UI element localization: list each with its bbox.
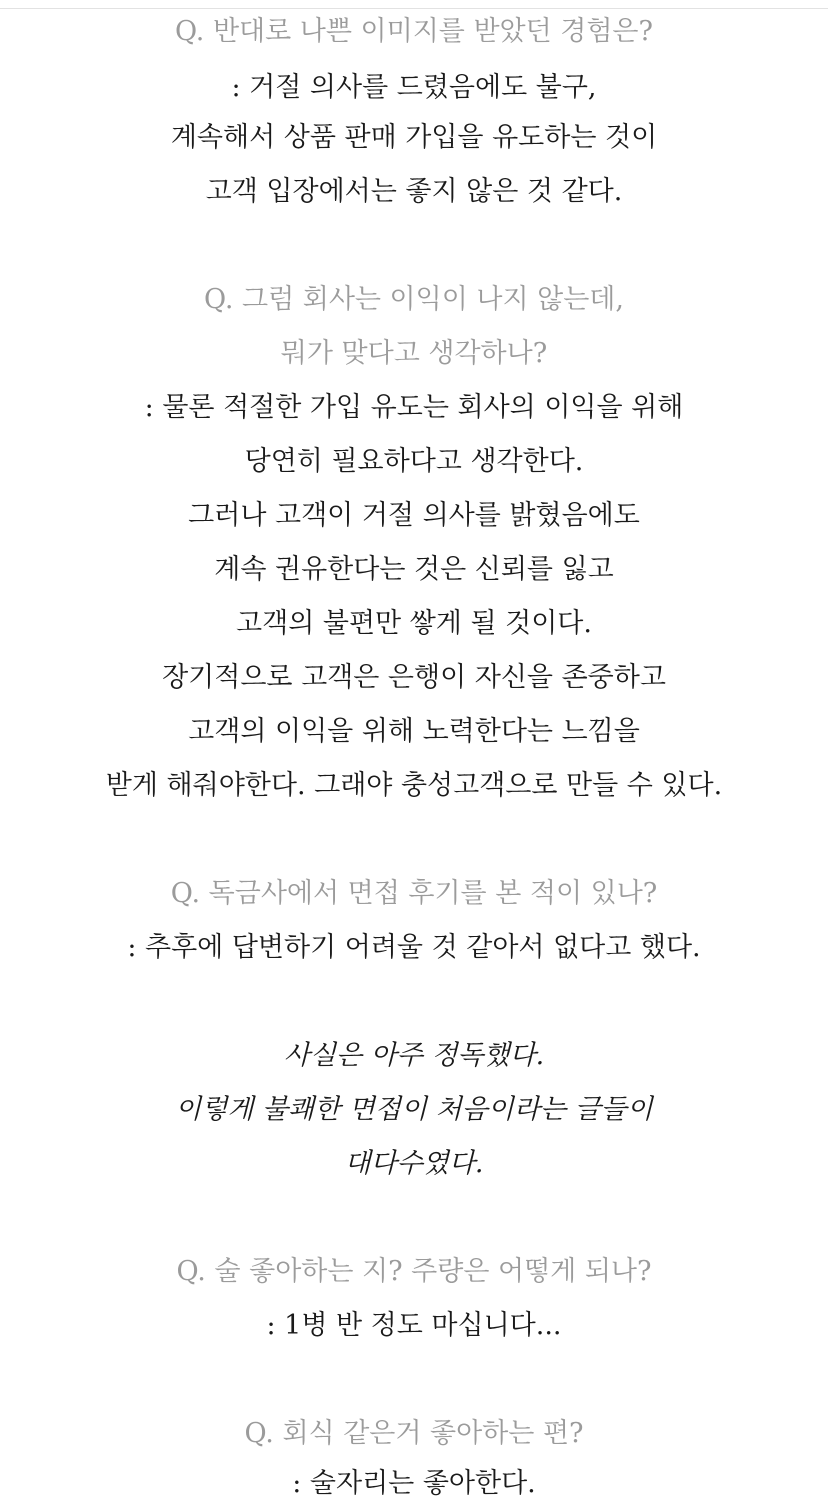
answer-line: 고객 입장에서는 좋지 않은 것 같다.: [205, 176, 623, 207]
answer-line: 받게 해줘야한다. 그래야 충성고객으로 만들 수 있다.: [105, 770, 723, 801]
question-line: Q. 반대로 나쁜 이미지를 받았던 경험은?: [175, 16, 653, 47]
question-line: Q. 그럼 회사는 이익이 나지 않는데,: [204, 284, 624, 315]
answer-line: 그러나 고객이 거절 의사를 밝혔음에도: [188, 500, 640, 531]
answer-line: 고객의 이익을 위해 노력한다는 느낌을: [188, 716, 640, 747]
answer-line: 계속 권유한다는 것은 신뢰를 잃고: [214, 554, 614, 585]
answer-line: 당연히 필요하다고 생각한다.: [244, 446, 584, 477]
answer-line: 장기적으로 고객은 은행이 자신을 존중하고: [162, 662, 666, 693]
top-divider: [0, 8, 828, 9]
question-line: 뭐가 맞다고 생각하나?: [280, 338, 548, 369]
question-line: Q. 회식 같은거 좋아하는 편?: [244, 1418, 584, 1449]
question-line: Q. 독금사에서 면접 후기를 본 적이 있나?: [170, 878, 658, 909]
answer-line: : 거절 의사를 드렸음에도 불구,: [231, 72, 597, 103]
note-line: 이렇게 불쾌한 면접이 처음이라는 글들이: [175, 1094, 653, 1125]
answer-line: : 물론 적절한 가입 유도는 회사의 이익을 위해: [144, 392, 684, 423]
answer-line: 고객의 불편만 쌓게 될 것이다.: [236, 608, 592, 639]
question-line: Q. 술 좋아하는 지? 주량은 어떻게 되나?: [176, 1256, 652, 1287]
note-line: 사실은 아주 정독했다.: [283, 1040, 545, 1071]
answer-line: : 1병 반 정도 마십니다...: [266, 1310, 562, 1341]
note-line: 대다수였다.: [344, 1148, 484, 1179]
answer-line: 계속해서 상품 판매 가입을 유도하는 것이: [170, 122, 658, 153]
answer-line: : 추후에 답변하기 어려울 것 같아서 없다고 했다.: [127, 932, 701, 963]
answer-line: : 술자리는 좋아한다.: [292, 1468, 536, 1499]
